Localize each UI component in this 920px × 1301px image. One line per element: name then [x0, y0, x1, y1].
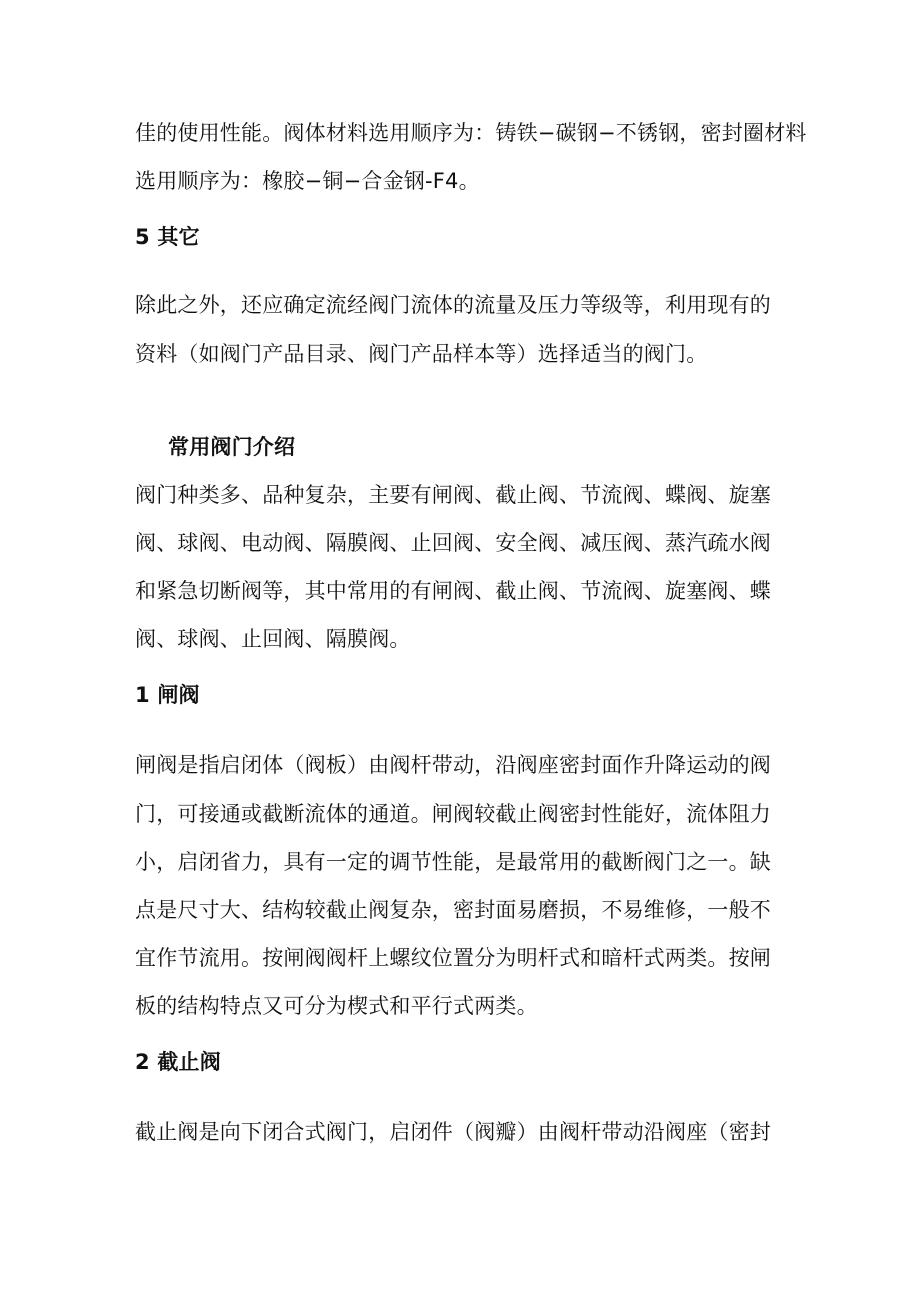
- paragraph-line: 除此之外，还应确定流经阀门流体的流量及压力等级等，利用现有的: [135, 293, 771, 317]
- section-heading-common-valves: 常用阀门介绍: [168, 435, 296, 459]
- paragraph-line: 佳的使用性能。阀体材料选用顺序为：铸铁−碳钢−不锈钢，密封圈材料: [135, 121, 807, 145]
- section-heading-gate-valve: 1 闸阀: [135, 683, 200, 707]
- paragraph-line: 闸阀是指启闭体（阀板）由阀杆带动，沿阀座密封面作升降运动的阀: [135, 753, 771, 777]
- paragraph-line: 宜作节流用。按闸阀阀杆上螺纹位置分为明杆式和暗杆式两类。按闸: [135, 946, 771, 970]
- paragraph-line: 截止阀是向下闭合式阀门，启闭件（阀瓣）由阀杆带动沿阀座（密封: [135, 1120, 771, 1144]
- section-heading-other: 5 其它: [135, 225, 200, 249]
- paragraph-line: 资料（如阀门产品目录、阀门产品样本等）选择适当的阀门。: [135, 342, 708, 366]
- paragraph-line: 点是尺寸大、结构较截止阀复杂，密封面易磨损，不易维修，一般不: [135, 898, 771, 922]
- section-heading-globe-valve: 2 截止阀: [135, 1050, 221, 1074]
- paragraph-line: 门，可接通或截断流体的通道。闸阀较截止阀密封性能好，流体阻力: [135, 802, 771, 826]
- paragraph-line: 阀门种类多、品种复杂，主要有闸阀、截止阀、节流阀、蝶阀、旋塞: [135, 483, 771, 507]
- paragraph-line: 和紧急切断阀等，其中常用的有闸阀、截止阀、节流阀、旋塞阀、蝶: [135, 579, 771, 603]
- paragraph-line: 小，启闭省力，具有一定的调节性能，是最常用的截断阀门之一。缺: [135, 850, 771, 874]
- paragraph-line: 阀、球阀、电动阀、隔膜阀、止回阀、安全阀、减压阀、蒸汽疏水阀: [135, 531, 771, 555]
- paragraph-line: 阀、球阀、止回阀、隔膜阀。: [135, 627, 411, 651]
- paragraph-line: 选用顺序为：橡胶−铜−合金钢-F4。: [135, 169, 480, 193]
- paragraph-line: 板的结构特点又可分为楔式和平行式两类。: [135, 994, 538, 1018]
